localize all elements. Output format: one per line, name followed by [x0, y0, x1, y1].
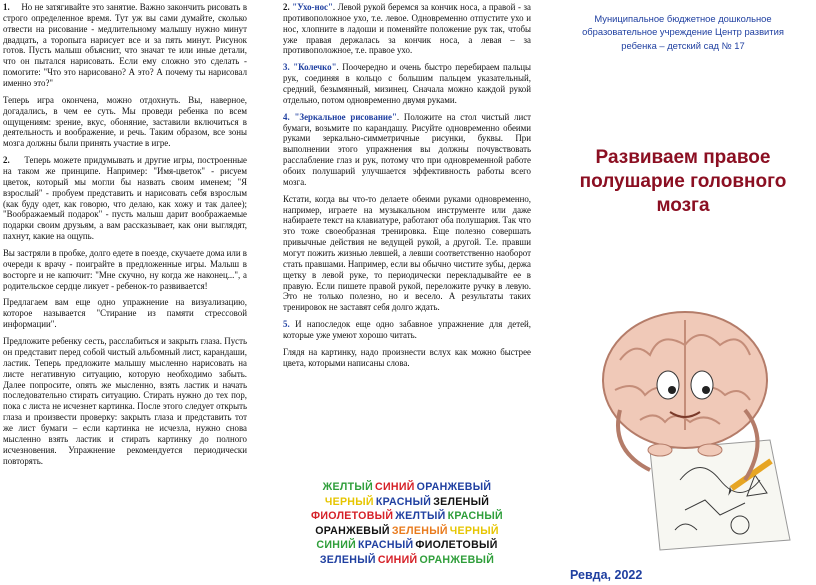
exercise-name: "Колечко"	[293, 62, 337, 73]
paragraph-2	[3, 95, 247, 149]
item-number: 2.	[283, 2, 290, 12]
paragraph-text: . Положите на стол чистый лист бумаги, возьмите по карандашу. Рисуйте одновременно обеими руками зеркально-симметричные рисунки, буквы. При выполнении этого упражнения вы должны почувствовать расслабление глаз и рук, потому что при одновременной работе обоих полушарий улучшается эффективность работы всего мозга.	[283, 111, 531, 187]
stroop-word: ЧЕРНЫЙ	[449, 524, 499, 537]
paragraph-text: Вы застряли в пробке, долго едете в поезде, скучаете дома или в очереди к врачу - поиграйте в предложенные игры. Малыш в восторге и не капючит: "Мне скучно, ну когда же наконец...", а родительское сердце ликует - ребенок-то развивается!	[3, 248, 247, 291]
middle-column	[283, 2, 531, 462]
stroop-word: ОРАНЖЕВЫЙ	[416, 481, 492, 493]
stroop-word: ОРАНЖЕВЫЙ	[315, 524, 390, 537]
item-number: 1.	[3, 2, 10, 12]
item-number: 2.	[3, 155, 10, 166]
paragraph-text: Глядя на картинку, надо произнести вслух как можно быстрее цвета, которыми написаны слова.	[283, 346, 531, 368]
paragraph-text: . Поочередно и очень быстро перебираем пальцы рук, соединяя в кольцо с большим пальцем указательный, средний, безымянный, мизинец. Сначала можно каждой рукой отдельно, потом одновременно двумя руками.	[283, 62, 531, 105]
exercise-name: "Ухо-нос"	[292, 2, 333, 12]
stroop-row	[283, 509, 531, 524]
exercise-5	[283, 319, 531, 341]
stroop-row	[283, 495, 531, 510]
city-year: Ревда, 2022	[570, 568, 643, 582]
item-number: 5.	[283, 319, 290, 330]
stroop-word: ФИОЛЕТОВЫЙ	[311, 510, 394, 523]
stroop-word: ЧЕРНЫЙ	[324, 495, 374, 508]
stroop-word: ФИОЛЕТОВЫЙ	[415, 539, 498, 552]
item-number: 3.	[283, 62, 290, 73]
paragraph-1	[3, 2, 247, 89]
paragraph-3	[3, 155, 247, 242]
stroop-row	[283, 553, 531, 568]
brain-illustration	[580, 300, 800, 560]
paragraph-text: Предложите ребенку сесть, расслабиться и закрыть глаза. Пусть он представит перед собой чистый альбомный лист, карандаши, ластик. Теперь предложите малышу мысленно нарисовать на листе негативную ситуацию, которую необходимо забыть. Далее попросите, опять же мысленно, взять ластик и начать последовательно стирать ситуацию. Стирать нужно до тех пор, пока с листа не исчезнет картинка. После этого следует открыть глаза и произвести проверку: закрыть глаза и представить тот же лист бумаги – если картинка не исчезла, нужно снова мысленно взять ластик и стирать картинку до полного исчезновения. Упражнение рекомендуется периодически повторять.	[3, 336, 247, 466]
brain	[603, 312, 767, 448]
stroop-word: КРАСНЫЙ	[375, 495, 432, 508]
paragraph-5	[3, 297, 247, 330]
left-column	[3, 2, 247, 582]
paragraph-text: И напоследок еще одно забавное упражнение для детей, которые уже умеют хорошо читать.	[283, 319, 531, 341]
paragraph-text: . Левой рукой беремся за кончик носа, а правой - за противоположное ухо, т.е. левое. Одновременно отпустите ухо и нос, хлопните в ладоши и поменяйте положение рук так, чтобы уже правая держалась за кончик носа, а левая – за противоположное, т.е. правое ухо.	[283, 2, 531, 56]
paragraph-text: Теперь можете придумывать и другие игры, построенные на таком же принципе. Например: "Имя-цветок" - рисуем цветок, который мы могли бы назвать своим именем; "Я взрослый" - пробуем представить и нарисовать себя взрослым (как буду одет, как говорю, что делаю, как хожу и так далее); "Воображаемый подарок" - пусть малыш дарит воображаемые подарки своим друзьям, а вам рассказывает, как они выглядят, пахнут, какие на ощупь.	[3, 155, 247, 242]
brochure-title: Развиваем правое полушарие головного мозга	[579, 147, 787, 216]
paragraph-text: Теперь игра окончена, можно отдохнуть. Вы, наверное, догадались, в чем ее суть. Мы проведи ребенка по всем ощущениям: зрение, вкус, обоняние, заставили включиться в деятельность и воображение, и речь. Таким образом, все зоны мозга должны были принять участие в игре.	[3, 94, 247, 149]
drawing-paper	[650, 440, 790, 550]
paragraph-text: Предлагаем вам еще одно упражнение на визуализацию, которое называется "Стирание из памяти стрессовой информации".	[3, 297, 247, 330]
institution-name: Муниципальное бюджетное дошкольное образовательное учреждение Центр развития ребенка – детский сад № 17	[582, 13, 784, 51]
exercise-name: "Зеркальное рисование"	[294, 111, 397, 122]
stroop-word: ЗЕЛЕНЫЙ	[319, 553, 376, 566]
stroop-word: ЖЕЛТЫЙ	[322, 481, 374, 493]
stroop-word: ЗЕЛЕНЫЙ	[433, 495, 490, 508]
stroop-row	[283, 538, 531, 553]
stroop-word: КРАСНЫЙ	[358, 539, 414, 552]
exercise-2	[283, 2, 531, 56]
stroop-word: СИНИЙ	[316, 539, 357, 552]
stroop-color-words	[283, 480, 531, 568]
paragraph-instructions	[283, 347, 531, 369]
stroop-row	[283, 524, 531, 539]
paragraph-text: Кстати, когда вы что-то делаете обеими руками одновременно, например, играете на музыкальном инструменте или даже набираете текст на клавиатуре, работают оба полушария. Так что это тоже своеобразная тренировка. Еще полезно совершать привычные действия не ведущей рукой, а другой. Т.е. правши могут пожить жизнью левшей, а левши соответственно наоборот стать правшами. Например, если вы обычно чистите зубы, держа щетку в левой руке, то периодически перекладывайте ее в правую. Если пишете правой рукой, переложите ручку в левую. Это не только полезно, но и весело. А результаты таких тренировок не заставят себя долго ждать.	[283, 193, 531, 313]
exercise-3	[283, 62, 531, 105]
stroop-word: КРАСНЫЙ	[447, 510, 503, 523]
stroop-word: СИНИЙ	[375, 481, 415, 493]
brain-cartoon-image	[580, 300, 800, 560]
stroop-word: СИНИЙ	[377, 553, 418, 566]
paragraph-6	[3, 336, 247, 466]
stroop-row	[283, 480, 531, 495]
paragraph-text: Но не затягивайте это занятие. Важно закончить рисовать в строго определенное время. Тут уж вы сами думайте, сколько отвести на рисование - медлительному малышу нужно минут двадцать, а торопыга нарисует все и за пять минут. Рисунок готов. Пусть малыш объяснит, что значат те или иные детали, что он пытался нарисовать. Если ему сложно это сделать - помогите: "Что это нарисовано? А это? А почему ты нарисовал именно это?"	[3, 2, 247, 89]
stroop-word: ЖЕЛТЫЙ	[395, 510, 446, 523]
stroop-word: ОРАНЖЕВЫЙ	[419, 553, 495, 566]
paragraph-4	[3, 248, 247, 291]
exercise-4	[283, 112, 531, 188]
paragraph-both-hands	[283, 194, 531, 313]
stroop-word: ЗЕЛЕНЫЙ	[391, 524, 448, 537]
item-number: 4.	[283, 111, 290, 122]
